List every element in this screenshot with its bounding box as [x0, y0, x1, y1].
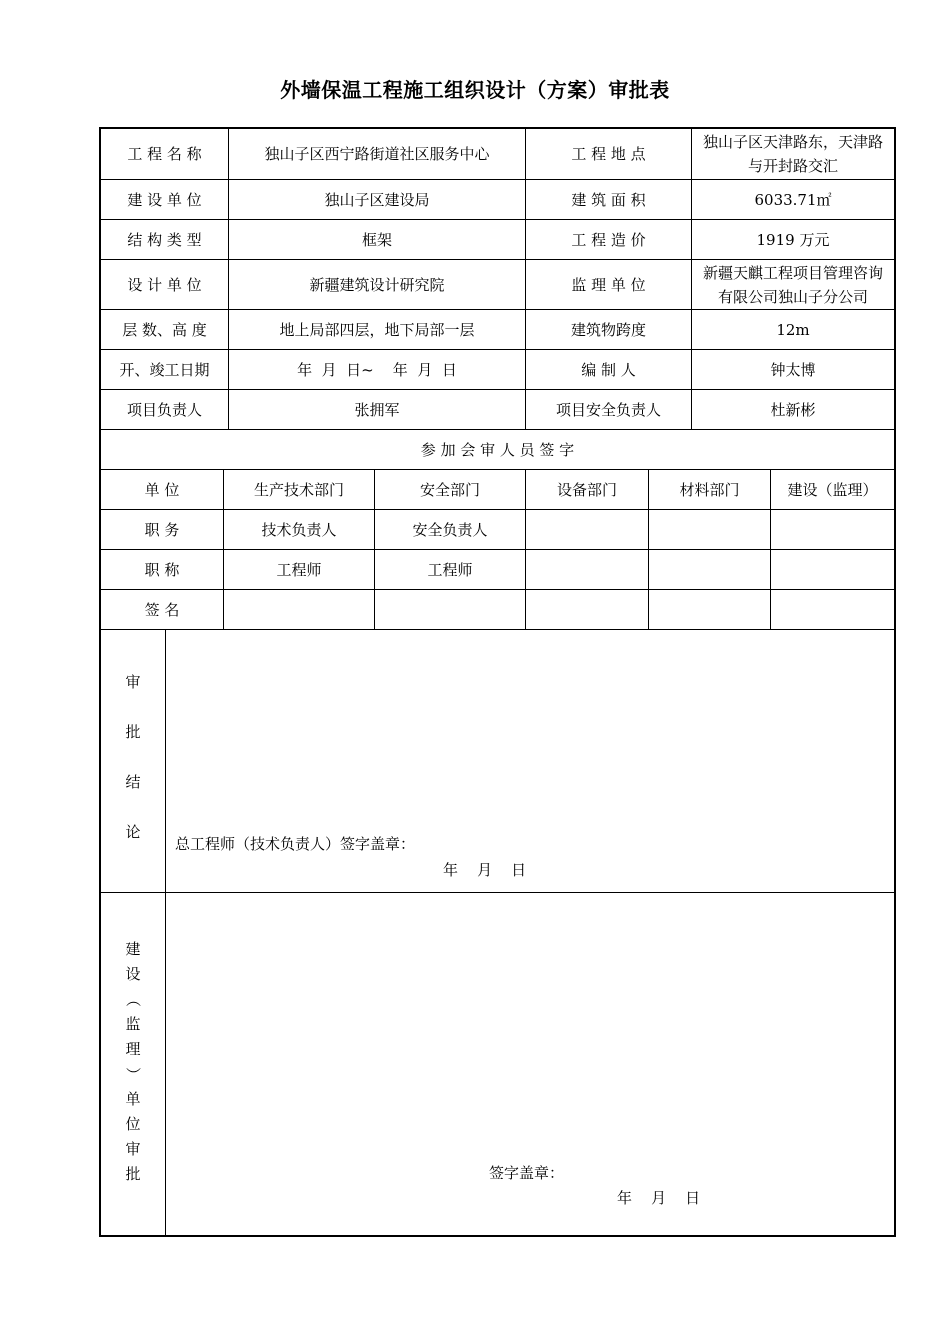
label-project-cost: 工 程 造 价 — [526, 220, 692, 260]
label-safety-manager: 项目安全负责人 — [526, 390, 692, 430]
label-building-area: 建 筑 面 积 — [526, 180, 692, 220]
label-char: 建 — [125, 940, 141, 958]
signoff-cell: 技术负责人 — [224, 510, 375, 550]
signature-cell[interactable] — [771, 590, 894, 630]
signoff-cell[interactable] — [771, 550, 894, 590]
owner-signature-label: 签字盖章： — [489, 1164, 565, 1182]
label-project-manager: 项目负责人 — [101, 390, 229, 430]
signoff-cell: 材料部门 — [649, 470, 771, 510]
value-compiler: 钟太博 — [692, 350, 894, 390]
label-compiler: 编 制 人 — [526, 350, 692, 390]
label-client-unit: 建 设 单 位 — [101, 180, 229, 220]
label-char: 位 — [125, 1115, 141, 1133]
owner-review-content-area[interactable] — [166, 893, 894, 1235]
label-char: 论 — [125, 823, 141, 841]
owner-review-date: 年 月 日 — [617, 1189, 701, 1207]
label-building-span: 建筑物跨度 — [526, 310, 692, 350]
signoff-cell: 建设（监理） — [771, 470, 894, 510]
value-client-unit: 独山子区建设局 — [229, 180, 526, 220]
signature-cell[interactable] — [526, 590, 649, 630]
label-floors-height: 层 数、高 度 — [101, 310, 229, 350]
signoff-header: 参 加 会 审 人 员 签 字 — [101, 430, 894, 470]
signoff-cell[interactable] — [526, 550, 649, 590]
signature-cell[interactable] — [224, 590, 375, 630]
signoff-cell: 工程师 — [224, 550, 375, 590]
label-char: 批 — [125, 723, 141, 741]
signoff-cell: 安全负责人 — [375, 510, 526, 550]
label-char: 批 — [125, 1165, 141, 1183]
owner-review-label — [101, 893, 166, 1235]
value-building-span: 12m — [692, 310, 894, 350]
label-char: 结 — [125, 773, 141, 791]
value-building-area: 6033.71㎡ — [692, 180, 894, 220]
signoff-cell[interactable] — [649, 510, 771, 550]
label-structure-type: 结 构 类 型 — [101, 220, 229, 260]
signoff-cell[interactable] — [771, 510, 894, 550]
approval-form-table — [99, 127, 896, 1237]
approval-label — [101, 630, 166, 893]
approval-date: 年 月 日 — [443, 861, 527, 879]
label-char: ） — [124, 1066, 143, 1083]
signature-cell[interactable] — [649, 590, 771, 630]
label-char: 设 — [125, 965, 141, 983]
label-project-name: 工 程 名 称 — [101, 129, 229, 180]
form-title: 外墙保温工程施工组织设计（方案）审批表 — [280, 78, 670, 102]
label-design-unit: 设 计 单 位 — [101, 260, 229, 310]
label-char: 审 — [125, 1140, 141, 1158]
value-supervision-unit: 新疆天麒工程项目管理咨询有限公司独山子分公司 — [692, 260, 894, 310]
signoff-cell: 安全部门 — [375, 470, 526, 510]
signoff-label-title: 职 称 — [101, 550, 224, 590]
value-structure-type: 框架 — [229, 220, 526, 260]
value-project-location: 独山子区天津路东，天津路与开封路交汇 — [692, 129, 894, 180]
value-design-unit: 新疆建筑设计研究院 — [229, 260, 526, 310]
signature-cell[interactable] — [375, 590, 526, 630]
signoff-cell: 工程师 — [375, 550, 526, 590]
signoff-cell[interactable] — [649, 550, 771, 590]
label-char: 理 — [125, 1040, 141, 1058]
signoff-label-unit: 单 位 — [101, 470, 224, 510]
label-char: 单 — [125, 1090, 141, 1108]
label-char: （ — [124, 991, 143, 1008]
value-project-cost: 1919 万元 — [692, 220, 894, 260]
signoff-label-position: 职 务 — [101, 510, 224, 550]
value-start-end-date: 年 月 日~ 年 月 日 — [229, 350, 526, 390]
signoff-cell[interactable] — [526, 510, 649, 550]
signoff-cell: 设备部门 — [526, 470, 649, 510]
chief-engineer-signature-label: 总工程师（技术负责人）签字盖章： — [175, 835, 416, 853]
value-safety-manager: 杜新彬 — [692, 390, 894, 430]
value-project-name: 独山子区西宁路街道社区服务中心 — [229, 129, 526, 180]
label-supervision-unit: 监 理 单 位 — [526, 260, 692, 310]
value-project-manager: 张拥军 — [229, 390, 526, 430]
label-char: 监 — [125, 1015, 141, 1033]
approval-content-area[interactable] — [166, 630, 894, 893]
signoff-cell: 生产技术部门 — [224, 470, 375, 510]
label-start-end-date: 开、竣工日期 — [101, 350, 229, 390]
label-char: 审 — [125, 673, 141, 691]
value-floors-height: 地上局部四层，地下局部一层 — [229, 310, 526, 350]
signoff-label-signature: 签 名 — [101, 590, 224, 630]
label-project-location: 工 程 地 点 — [526, 129, 692, 180]
